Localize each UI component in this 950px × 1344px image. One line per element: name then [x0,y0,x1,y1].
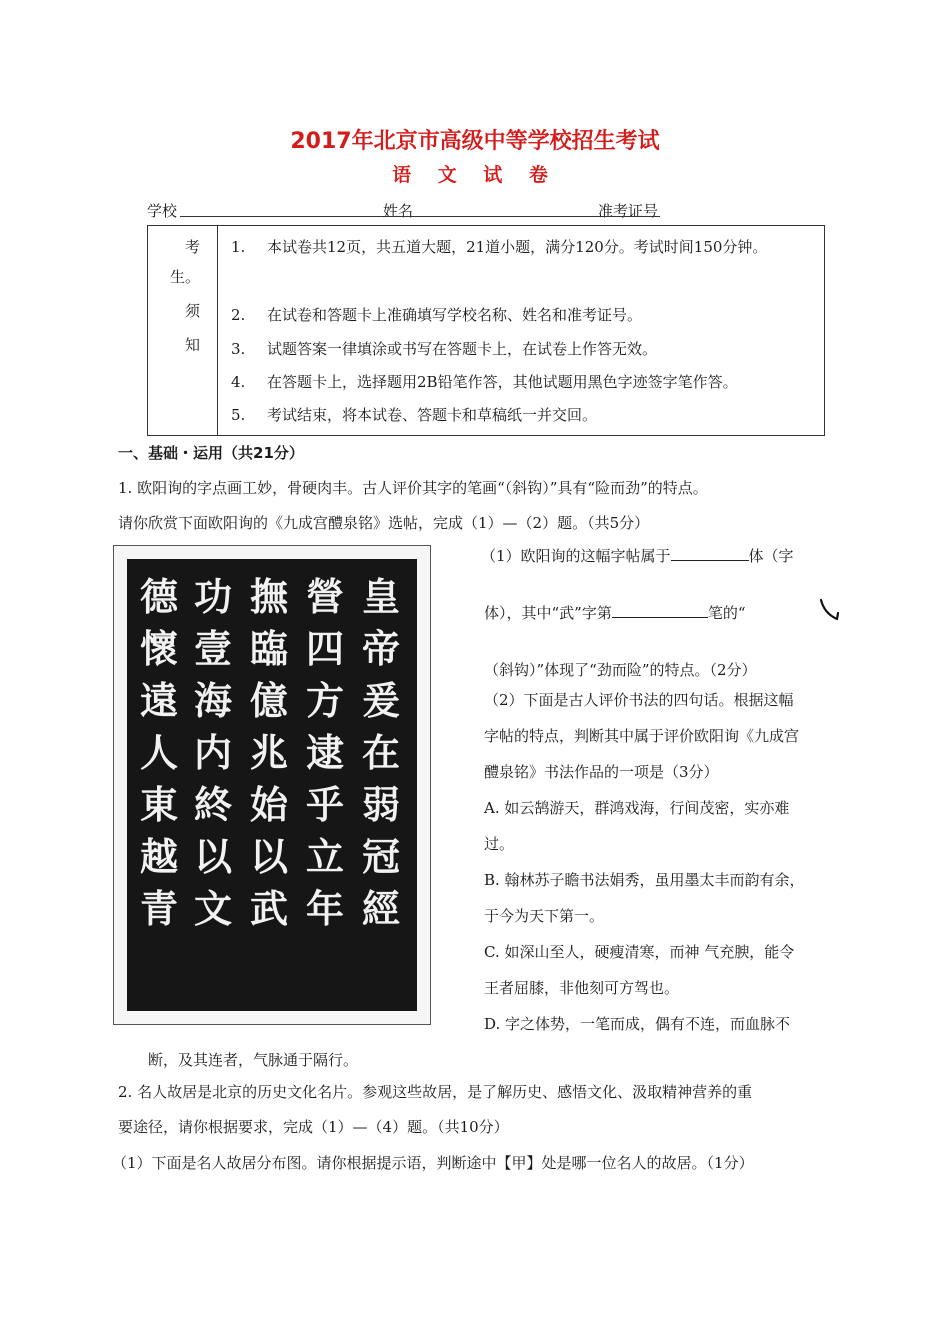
section-heading: 一、基础・运用（共21分） [118,444,304,462]
calligraphy-char: 臨 [249,627,288,671]
calligraphy-char: 越 [139,835,178,879]
calligraphy-char: 德 [139,575,178,619]
calligraphy-char: 功 [193,575,232,619]
notice-item [231,236,767,257]
notice-item [231,404,597,425]
q1-option-c[interactable]: C. 如深山至人，硬瘦清寒，而神 气充腴，能令 [484,943,795,961]
q1-sub1-text: 笔的“ [707,604,746,622]
q1-sub2-line: 字帖的特点，判断其中属于评价欧阳询《九成宫 [484,727,800,745]
calligraphy-char: 兆 [249,731,288,775]
name-label: 姓名 [383,202,414,220]
q1-sub1-text: （1）欧阳询的这幅字帖属于 [481,547,671,565]
q1-option-c-cont: 王者屈膝，非他刻可方驾也。 [484,979,680,997]
calligraphy-column [187,571,239,935]
exam-notice-box [147,225,825,436]
exam-subtitle: 语 文 试 卷 [392,164,558,186]
calligraphy-char: 始 [249,783,288,827]
calligraphy-char: 青 [139,887,178,931]
notice-divider [217,226,218,435]
calligraphy-char: 爰 [361,679,400,723]
slanted-hook-stroke-icon [818,598,840,622]
calligraphy-char: 以 [193,835,232,879]
notice-item [231,371,738,392]
notice-item-text: 在答题卡上，选择题用2B铅笔作答，其他试题用黑色字迹签字笔作答。 [267,373,738,391]
calligraphy-rubbing-image [113,545,431,1025]
q2-stem-line: 2. 名人故居是北京的历史文化名片。参观这些故居，是了解历史、感悟文化、汲取精神营养的重 [118,1083,753,1101]
rubbing-background [127,559,417,1011]
notice-label-char: 考 [185,238,201,256]
calligraphy-char: 文 [193,887,232,931]
calligraphy-char: 弱 [361,783,400,827]
exam-title: 2017年北京市高级中等学校招生考试 [290,129,660,154]
q1-stem-line: 1. 欧阳询的字点画工妙，骨硬肉丰。古人评价其字的笔画“（斜钩）”具有“险而劲”的特点。 [118,479,708,497]
calligraphy-char: 懷 [139,627,178,671]
calligraphy-char: 億 [249,679,288,723]
q1-sub1-text: 体），其中“武”字第 [484,604,612,622]
calligraphy-char: 年 [305,887,344,931]
q1-sub2-line: （2）下面是古人评价书法的四句话。根据这幅 [484,691,794,709]
calligraphy-char: 内 [193,731,232,775]
calligraphy-char: 皇 [361,575,400,619]
q2-stem-line: 要途径，请你根据要求，完成（1）—（4）题。（共10分） [118,1118,509,1136]
notice-item-number: 3. [231,340,246,358]
calligraphy-char: 冠 [361,835,400,879]
calligraphy-char: 以 [249,835,288,879]
calligraphy-column [243,571,295,935]
notice-label-char: 知 [185,336,201,354]
notice-item-number: 5. [231,406,246,424]
calligraphy-char: 武 [249,887,288,931]
q1-option-b-cont: 于今为天下第一。 [484,907,605,925]
q1-sub1-line: （斜钩）”体现了“劲而险”的特点。（2分） [484,661,757,679]
q1-option-a-cont: 过。 [484,835,515,853]
calligraphy-char: 終 [193,783,232,827]
calligraphy-char: 人 [139,731,178,775]
calligraphy-char: 方 [305,679,344,723]
q1-stem-line: 请你欣赏下面欧阳询的《九成宫醴泉铭》选帖，完成（1）—（2）题。（共5分） [118,514,650,532]
calligraphy-column [133,571,185,935]
q1-option-d-cont: 断，及其连者，气脉通于隔行。 [148,1051,359,1069]
calligraphy-char: 逮 [305,731,344,775]
q1-sub1-line [484,602,746,623]
notice-item-number: 2. [231,306,246,324]
notice-item-text: 考试结束，将本试卷、答题卡和草稿纸一并交回。 [267,406,598,424]
calligraphy-char: 壹 [193,627,232,671]
calligraphy-char: 海 [193,679,232,723]
q1-sub1-text: 体（字 [748,547,794,565]
notice-item-number: 1. [231,238,246,256]
notice-label-char: 生。 [170,268,201,286]
notice-item [231,338,657,359]
answer-blank[interactable] [671,545,749,561]
notice-item-text: 在试卷和答题卡上准确填写学校名称、姓名和准考证号。 [267,306,643,324]
q1-option-a[interactable]: A. 如云鹄游天，群鸿戏海，行间茂密，实亦难 [484,799,790,817]
q1-option-b[interactable]: B. 翰林苏子瞻书法娟秀，虽用墨太丰而韵有余， [484,871,805,889]
notice-label-char: 须 [185,302,201,320]
answer-blank[interactable] [612,602,708,618]
calligraphy-char: 遠 [139,679,178,723]
exam-id-label: 准考证号 [598,202,659,220]
calligraphy-char: 乎 [305,783,344,827]
calligraphy-char: 經 [361,887,400,931]
q2-sub1-line: （1）下面是名人故居分布图。请你根据提示语，判断途中【甲】处是哪一位名人的故居。（1分） [112,1154,754,1172]
notice-item-text: 本试卷共12页，共五道大题，21道小题，满分120分。考试时间150分钟。 [267,238,768,256]
calligraphy-char: 立 [305,835,344,879]
notice-item-number: 4. [231,373,246,391]
info-underline [180,216,660,217]
calligraphy-char: 帝 [361,627,400,671]
calligraphy-column [299,571,351,935]
school-label: 学校 [147,202,178,220]
notice-item [231,304,642,325]
q1-sub2-line: 醴泉铭》书法作品的一项是（3分） [484,763,719,781]
calligraphy-char: 四 [305,627,344,671]
q1-sub1-line [481,545,794,566]
calligraphy-char: 東 [139,783,178,827]
q1-option-d[interactable]: D. 字之体势，一笔而成，偶有不连，而血脉不 [484,1015,791,1033]
calligraphy-column [355,571,407,935]
calligraphy-char: 在 [361,731,400,775]
calligraphy-char: 營 [305,575,344,619]
notice-item-text: 试题答案一律填涂或书写在答题卡上，在试卷上作答无效。 [267,340,658,358]
calligraphy-char: 撫 [249,575,288,619]
